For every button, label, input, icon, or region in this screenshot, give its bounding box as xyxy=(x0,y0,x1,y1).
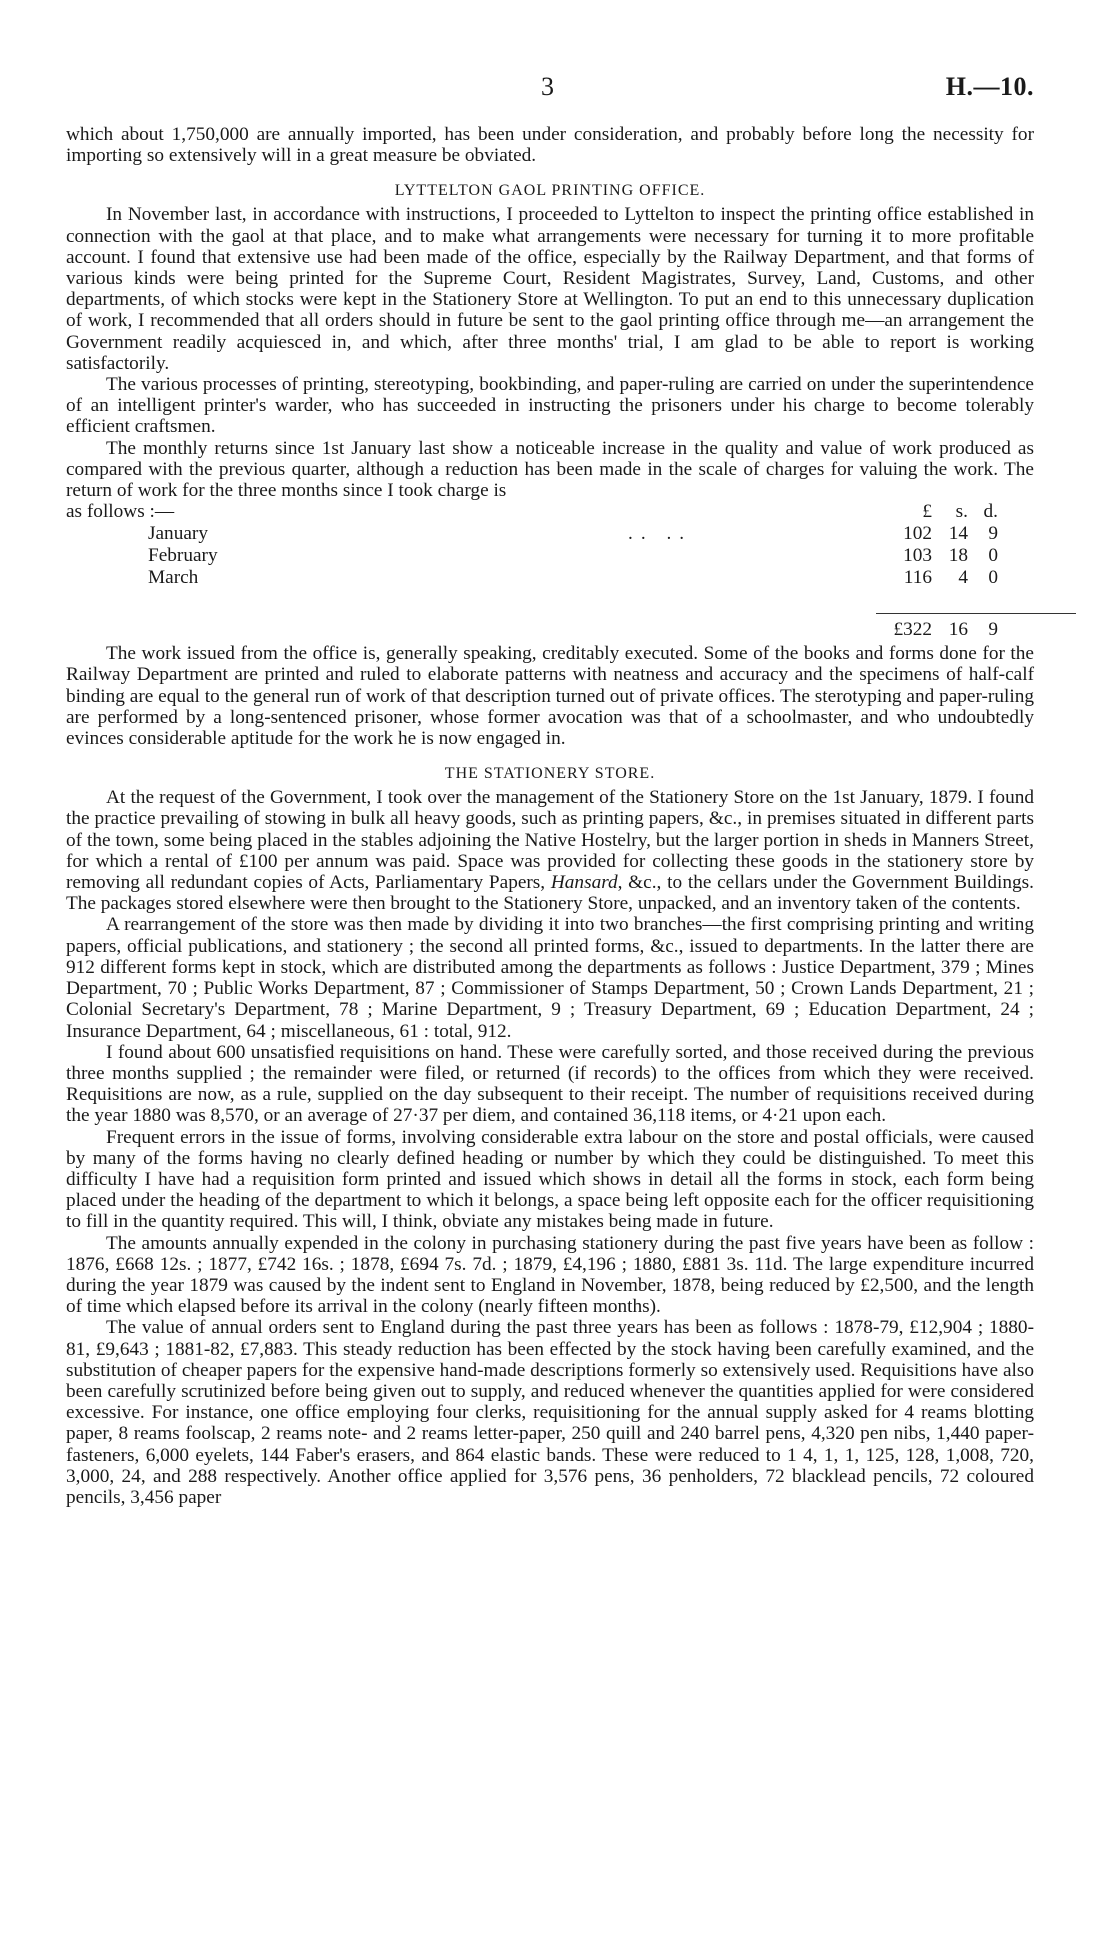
month-label: January xyxy=(148,523,208,545)
document-reference: H.—10. xyxy=(945,72,1034,101)
pounds-value: 102 xyxy=(903,523,932,545)
gaol-paragraph-2: The various processes of printing, stereotyping, bookbinding, and paper-ruling are carried on under the superintendence of an intelligent printer's warder, who has succeeded in instructing the prisoners under his charge to become tolerably efficient craftsmen. xyxy=(66,374,1034,438)
total-shillings: 16 xyxy=(948,619,968,641)
returns-intro: as follows :— xyxy=(66,501,175,523)
pence-value: 0 xyxy=(988,545,998,567)
shillings-value: 4 xyxy=(958,567,968,589)
gaol-paragraph-1: In November last, in accordance with instructions, I proceeded to Lyttelton to inspect the printing office established in connection with the gaol at that place, and to make what arrangements were necessary for turning it to more profitable account. I found that extensive use had been made of the office, especially by the Railway Department, and that forms of various kinds were being printed for the Supreme Court, Resident Magistrates, Survey, Land, Customs, and other departments, of which stocks were kept in the Stationery Store at Wellington. To put an end to this unnecessary duplication of work, I recommended that all orders should in future be sent to the gaol printing office through me—an arrangement the Government readily acquiesced in, and which, after three months' trial, I am glad to be able to report is working satisfactorily. xyxy=(66,204,1034,374)
hansard-italic: Hansard xyxy=(550,872,618,894)
total-row xyxy=(148,619,1008,641)
page-number: 3 xyxy=(541,72,554,101)
store-paragraph-2: A rearrangement of the store was then made by dividing it into two branches—the first comprising printing and writing papers, official publications, and stationery ; the second all printed forms, &c., issued to departments. In the latter there are 912 different forms kept in stock, which are distributed among the departments as follows : Justice Department, 379 ; Mines Department, 70 ; Public Works Department, 87 ; Commissioner of Stamps Department, 50 ; Crown Lands Department, 21 ; Colonial Secretary's Department, 78 ; Marine Department, 9 ; Treasury Department, 69 ; Education Department, 24 ; Insurance Department, 64 ; miscellaneous, 61 : total, 912. xyxy=(66,914,1034,1042)
gaol-paragraph-4: The work issued from the office is, generally speaking, creditably executed. Some of the books and forms done for the Railway Department are printed and ruled to elaborate patterns with neatness and accuracy and the specimens of half-calf binding are equal to the general run of work of that description turned out of private offices. The sterotyping and paper-ruling are performed by a long-sentenced prisoner, whose former avocation was that of a schoolmaster, and who undoubtedly evinces considerable aptitude for the work he is now engaged in. xyxy=(66,643,1034,750)
store-paragraph-1-text-end: , &c., to the cellars under the Government Buildings. The packages stored elsewhere were then brought to the Stationery Store, unpacked, and an inventory taken of the contents. xyxy=(66,872,1034,915)
shillings-value: 14 xyxy=(948,523,968,545)
page-header xyxy=(66,72,1034,124)
col-shillings-header: s. xyxy=(955,501,968,523)
table-row xyxy=(148,545,1008,567)
table-row xyxy=(148,567,1008,589)
month-label: February xyxy=(148,545,218,567)
total-pence: 9 xyxy=(988,619,998,641)
gaol-paragraph-3: The monthly returns since 1st January last show a noticeable increase in the quality and value of work produced as compared with the previous quarter, although a reduction has been made in the scale of charges for valuing the work. The return of work for the three months since I took charge is xyxy=(66,437,1034,502)
intro-paragraph: which about 1,750,000 are annually imported, has been under consideration, and probably before long the necessity for importing so extensively will in a great measure be obviated. xyxy=(66,124,1034,167)
shillings-value: 18 xyxy=(948,545,968,567)
store-paragraph-3: I found about 600 unsatisfied requisitions on hand. These were carefully sorted, and those received during the previous three months supplied ; the remainder were filed, or returned (if records) to the offices from which they were received. Requisitions are now, as a rule, supplied on the day subsequent to their receipt. The number of requisitions received during the year 1880 was 8,570, or an average of 27·37 per diem, and contained 36,118 items, or 4·21 upon each. xyxy=(66,1041,1034,1127)
col-pence-header: d. xyxy=(983,501,998,523)
col-pounds-header: £ xyxy=(922,501,932,523)
document-page xyxy=(66,72,1034,1508)
gaol-heading: LYTTELTON GAOL PRINTING OFFICE. xyxy=(394,182,706,200)
table-row xyxy=(148,523,1008,545)
pounds-value: 116 xyxy=(903,567,932,589)
store-paragraph-1-text: At the request of the Government, I took over the management of the Stationery Store on the 1st January, 1879. I found the practice prevailing of stowing in bulk all heavy goods, such as printing papers, &c., in premises situated in different parts of the town, some being placed in the stables adjoining the Native Hostelry, but the larger portion in sheds in Manners Street, for which a rental of £100 per annum was paid. Space was provided for collecting these goods in the stationery store by removing all redundant copies of Acts, Parliamentary Papers, xyxy=(66,787,1034,894)
store-paragraph-5: The amounts annually expended in the colony in purchasing stationery during the past five years have been as follow : 1876, £668 12s. ; 1877, £742 16s. ; 1878, £694 7s. 7d. ; 1879, £4,196 ; 1880, £881 3s. 11d. The large expenditure incurred during the year 1879 was caused by the indent sent to England in November, 1878, being reduced by £2,500, and the length of time which elapsed before its arrival in the colony (nearly fifteen months). xyxy=(66,1232,1034,1318)
pence-value: 0 xyxy=(988,567,998,589)
total-rule xyxy=(876,613,1076,614)
leader-dots: .. .. xyxy=(628,523,693,545)
total-pounds: £322 xyxy=(893,619,932,641)
store-paragraph-1 xyxy=(66,787,1034,914)
store-paragraph-6: The value of annual orders sent to England during the past three years has been as follows : 1878-79, £12,904 ; 1880-81, £9,643 ; 1881-82, £7,883. This steady reduction has been effected by the stock having been carefully examined, and the substitution of cheaper papers for the expensive hand-made descriptions formerly so extensively used. Requisitions have also been carefully scrutinized before being given out to supply, and reduced whenever the quantities applied for were considered excessive. For instance, one office employing four clerks, requisitioning for the annual supply asked for 4 reams blotting paper, 8 reams foolscap, 2 reams note- and 2 reams letter-paper, 250 quill and 240 barrel pens, 4,320 pen nibs, 1,440 paper-fasteners, 6,000 eyelets, 144 Faber's erasers, and 864 elastic bands. These were reduced to 1 4, 1, 1, 125, 128, 1,008, 720, 3,000, 24, and 288 respectively. Another office applied for 3,576 pens, 36 penholders, 72 blacklead pencils, 72 coloured pencils, 3,456 paper xyxy=(66,1317,1034,1508)
month-label: March xyxy=(148,567,199,589)
returns-table xyxy=(66,501,1034,643)
pounds-value: 103 xyxy=(903,545,932,567)
store-paragraph-4: Frequent errors in the issue of forms, involving considerable extra labour on the store and postal officials, were caused by many of the forms having no clearly defined heading or number by which they could be distinguished. To meet this difficulty I have had a requisition form printed and issued which shows in detail all the forms in stock, each form being placed under the heading of the department to which it belongs, a space being left opposite each for the officer requisitioning to fill in the quantity required. This will, I think, obviate any mistakes being made in future. xyxy=(66,1126,1034,1233)
store-heading: THE STATIONERY STORE. xyxy=(444,765,656,783)
pence-value: 9 xyxy=(988,523,998,545)
